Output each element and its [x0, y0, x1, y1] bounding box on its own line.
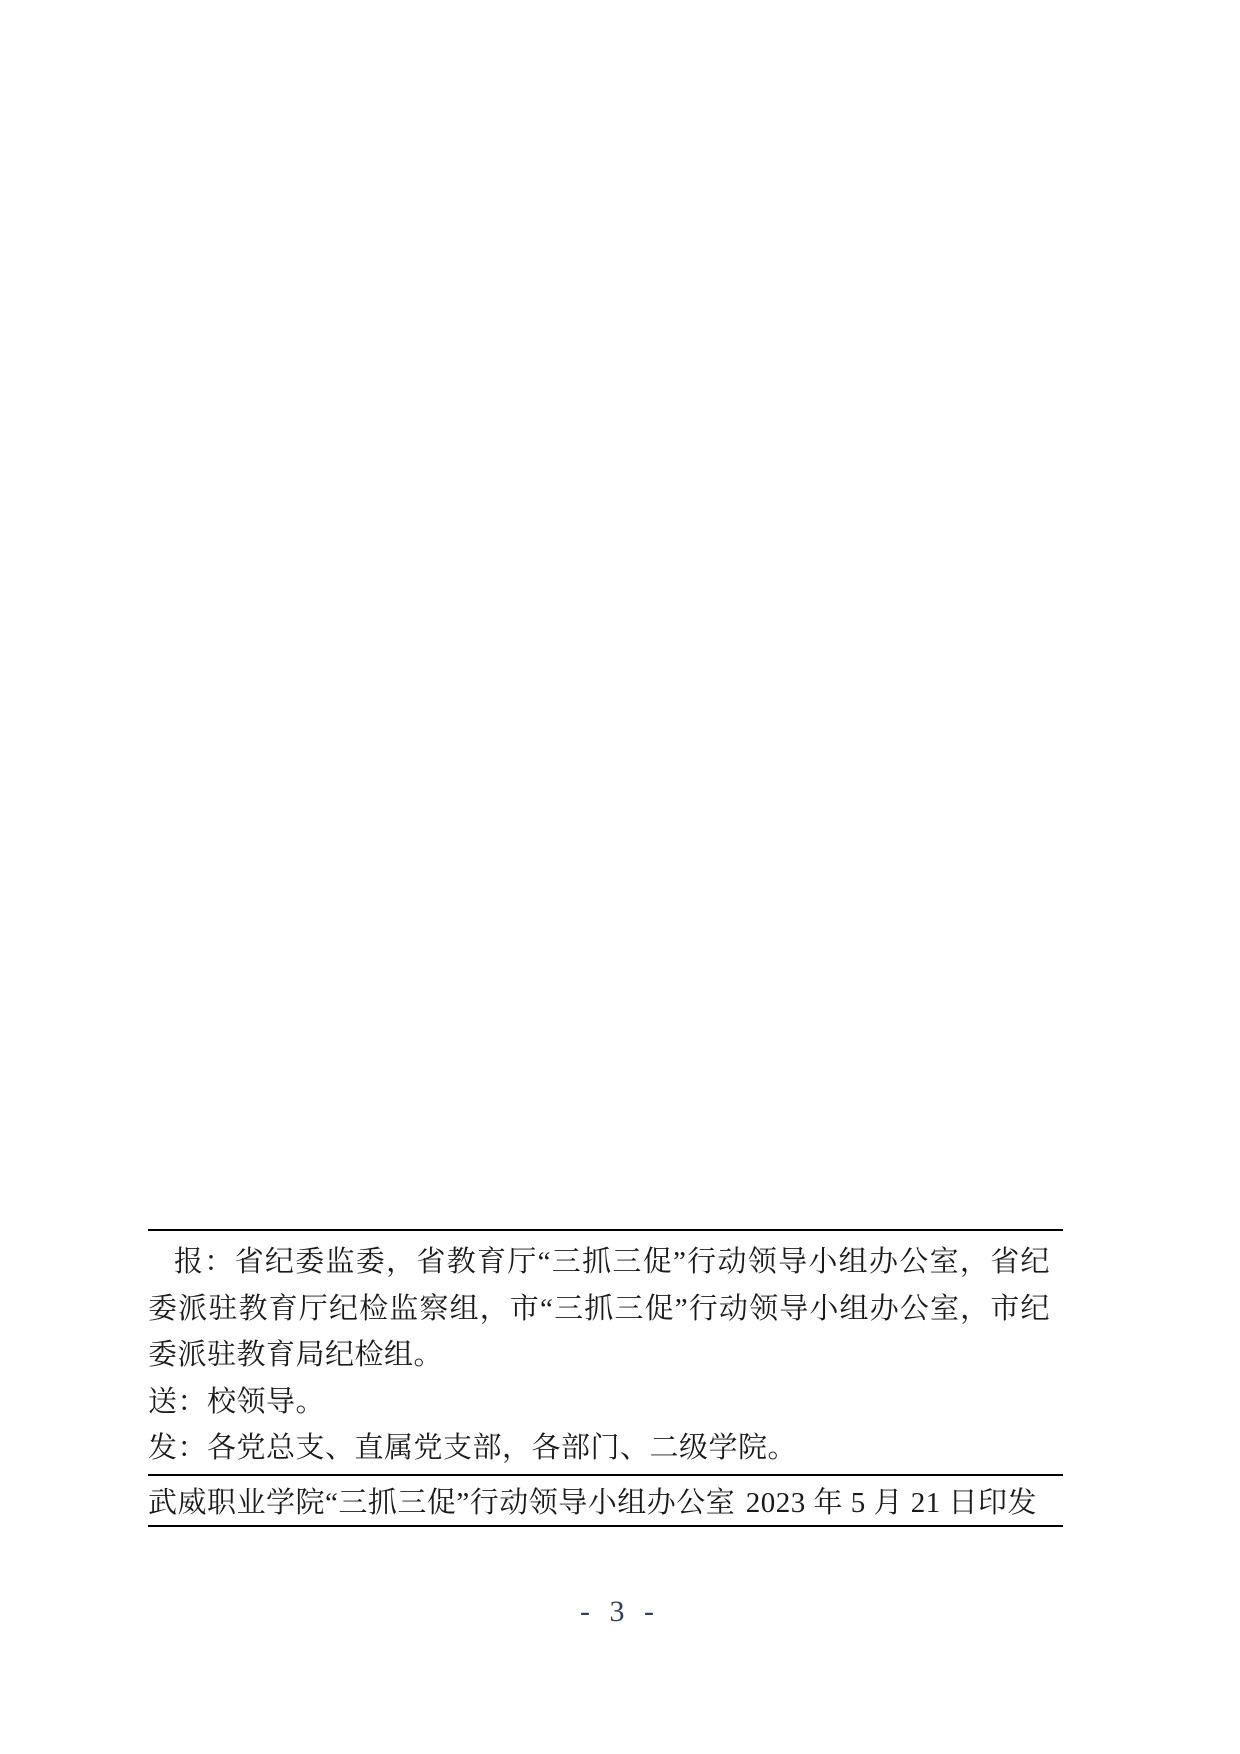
copy-report-line-3: 委派驻教育局纪检组。: [148, 1339, 444, 1371]
distribution-list: [148, 1231, 1063, 1474]
print-date: 2023 年 5 月 21 日印发: [745, 1486, 1037, 1519]
copy-report-line-1: 报：省纪委监委，省教育厅“三抓三促”行动领导小组办公室，省纪: [174, 1246, 1050, 1278]
copy-report-line-2: 委派驻教育厅纪检监察组，市“三抓三促”行动领导小组办公室，市纪: [148, 1292, 1050, 1325]
issue-to-line: 发：各党总支、直属党支部，各部门、二级学院。: [148, 1432, 798, 1464]
colophon-bottom-rule: [148, 1525, 1063, 1527]
page-number: - 3 -: [580, 1595, 660, 1628]
issuer-row: [148, 1476, 1063, 1525]
colophon-block: [148, 1229, 1063, 1527]
send-to-line: 送：校领导。: [148, 1385, 326, 1418]
issuing-office: 武威职业学院“三抓三促”行动领导小组办公室: [148, 1486, 736, 1519]
